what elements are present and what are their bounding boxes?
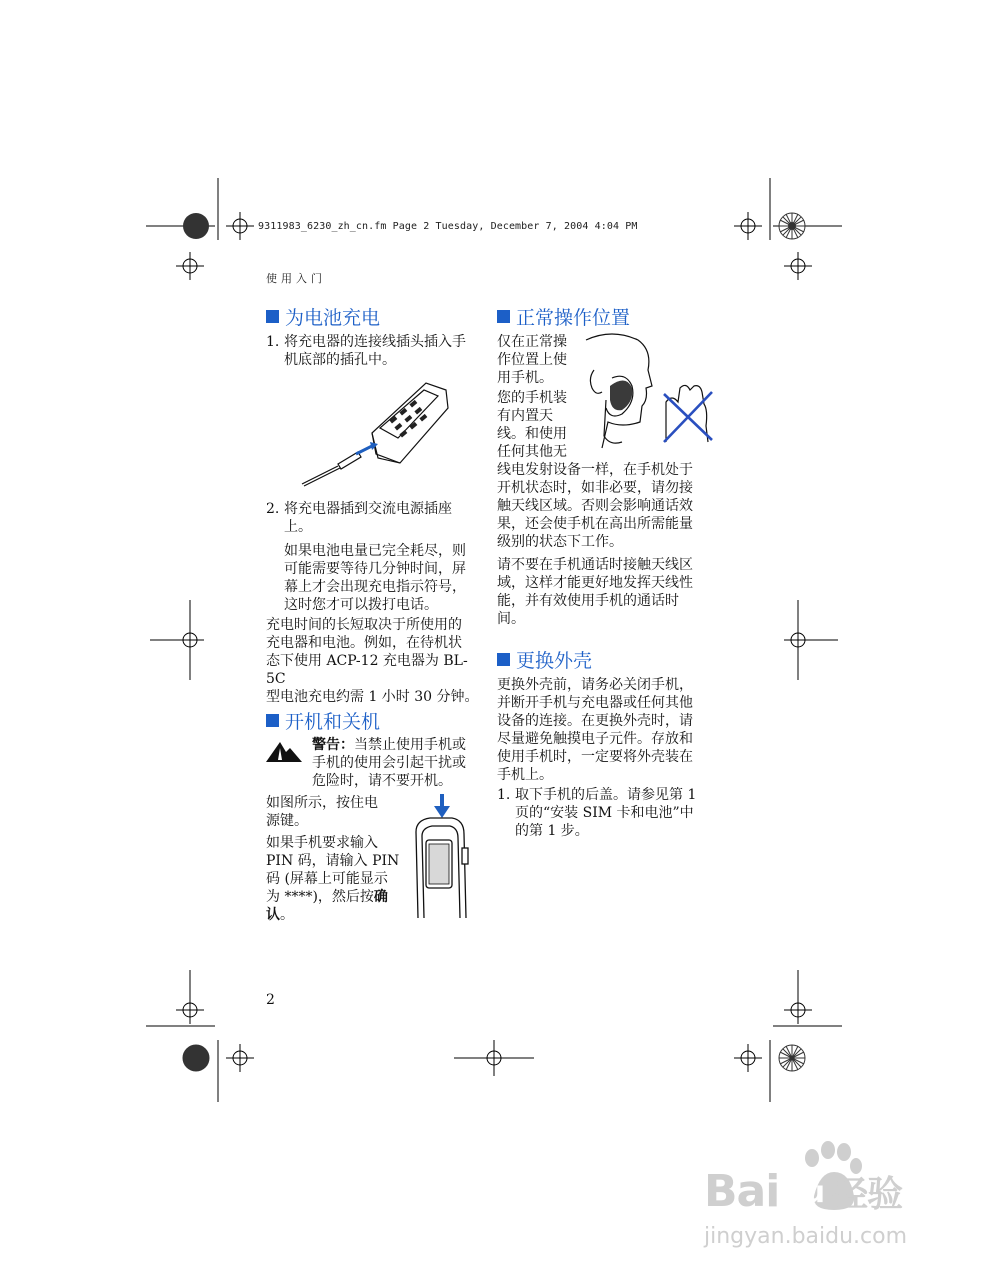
heading-text: 为电池充电 bbox=[285, 307, 381, 329]
page-number: 2 bbox=[266, 992, 275, 1008]
cover-body bbox=[497, 676, 717, 784]
text-line: 充电器和电池。例如，在待机状 bbox=[266, 635, 462, 651]
text-line: 用手机。 bbox=[497, 370, 553, 386]
normal-position-text bbox=[497, 333, 587, 387]
pin-instruction bbox=[266, 834, 406, 924]
section-heading-normal-position bbox=[497, 303, 630, 330]
confirm-key-label-end: 认 bbox=[266, 907, 280, 923]
text-line: 请不要在手机通话时接触天线区 bbox=[497, 557, 693, 573]
heading-text: 正常操作位置 bbox=[516, 307, 631, 329]
charge-note bbox=[284, 542, 484, 614]
text-line: 级别的状态下工作。 bbox=[497, 534, 623, 550]
charge-step-1 bbox=[266, 333, 484, 369]
warning-text: 当禁止使用手机或 bbox=[354, 737, 466, 753]
text-line: 如果手机要求输入 bbox=[266, 835, 378, 851]
warning-icon bbox=[264, 738, 304, 764]
baidu-jingyan-watermark bbox=[704, 1136, 944, 1256]
text-line: 幕上才会出现充电指示符号， bbox=[284, 579, 466, 595]
pin-line-end: 。 bbox=[280, 907, 294, 923]
text-line: 型电池充电约需 1 小时 30 分钟。 bbox=[266, 689, 479, 705]
cover-step-1 bbox=[497, 786, 720, 840]
file-info-header: 9311983_6230_zh_cn.fm Page 2 Tuesday, December 7, 2004 4:04 PM bbox=[258, 221, 638, 232]
text-line: 开机状态时，如非必要，请勿接 bbox=[497, 480, 693, 496]
text-line: 任何其他无 bbox=[497, 444, 567, 460]
text-line: 更换外壳前，请务必关闭手机， bbox=[497, 677, 693, 693]
text-line: 手机的使用会引起干扰或 bbox=[312, 755, 466, 771]
pin-line-text: 为 ****)，然后按 bbox=[266, 889, 374, 905]
text-line bbox=[266, 906, 406, 924]
text-line: 取下手机的后盖。请参见第 1 bbox=[515, 787, 697, 803]
text-line: 触天线区域。否则会影响通话效 bbox=[497, 498, 693, 514]
text-line bbox=[312, 736, 492, 754]
text-line: 将充电器的连接线插头插入手 bbox=[284, 334, 466, 350]
text-line: 线电发射设备一样，在手机处于 bbox=[497, 462, 693, 478]
text-line: 页的“安装 SIM 卡和电池”中 bbox=[515, 805, 694, 821]
text-line: 的第 1 步。 bbox=[515, 823, 589, 839]
step-number: 2. bbox=[266, 501, 280, 517]
heading-square-icon bbox=[497, 310, 510, 323]
antenna-advice bbox=[497, 556, 717, 628]
antenna-text-short bbox=[497, 389, 587, 461]
text-line: 作位置上使 bbox=[497, 352, 567, 368]
text-line: 仅在正常操 bbox=[497, 334, 567, 350]
text-line bbox=[266, 888, 406, 906]
power-key-phone-illustration bbox=[404, 790, 476, 920]
antenna-text bbox=[497, 461, 717, 551]
charger-connection-illustration bbox=[300, 378, 450, 488]
text-line: 间。 bbox=[497, 611, 525, 627]
step-number: 1. bbox=[497, 787, 511, 803]
step-number: 1. bbox=[266, 334, 280, 350]
text-line: 危险时，请不要开机。 bbox=[312, 773, 452, 789]
warning-label: 警告： bbox=[312, 737, 354, 753]
heading-square-icon bbox=[497, 653, 510, 666]
text-line: 如果电池电量已完全耗尽，则 bbox=[284, 543, 466, 559]
heading-text: 开机和关机 bbox=[285, 711, 381, 733]
text-line: 有内置天 bbox=[497, 408, 553, 424]
text-line: 这时您才可以拨打电话。 bbox=[284, 597, 438, 613]
section-heading-change-cover bbox=[497, 646, 592, 673]
heading-square-icon bbox=[266, 310, 279, 323]
text-line: 果，还会使手机在高出所需能量 bbox=[497, 516, 693, 532]
heading-text: 更换外壳 bbox=[516, 650, 593, 672]
text-line: 上。 bbox=[284, 519, 312, 535]
text-line: 码 (屏幕上可能显示 bbox=[266, 871, 388, 887]
watermark-brand-left: Bai bbox=[704, 1166, 780, 1217]
watermark-brand-paw: du bbox=[783, 1175, 825, 1210]
text-line: 尽量避免触摸电子元件。存放和 bbox=[497, 731, 693, 747]
text-line: 使用手机时，一定要将外壳装在 bbox=[497, 749, 693, 765]
running-head: 使用入门 bbox=[266, 272, 326, 285]
confirm-key-label: 确 bbox=[373, 889, 388, 905]
text-line: 源键。 bbox=[266, 813, 308, 829]
phone-position-illustration bbox=[582, 330, 718, 450]
charge-time-info bbox=[266, 616, 486, 706]
text-line: 如图所示，按住电 bbox=[266, 795, 378, 811]
text-line: 手机上。 bbox=[497, 767, 553, 783]
heading-square-icon bbox=[266, 714, 279, 727]
text-line: PIN 码，请输入 PIN bbox=[266, 853, 400, 869]
text-line: 线。和使用 bbox=[497, 426, 567, 442]
text-line: 态下使用 ACP-12 充电器为 BL-5C bbox=[266, 653, 468, 687]
power-key-instruction bbox=[266, 794, 406, 830]
text-line: 机底部的插孔中。 bbox=[284, 352, 396, 368]
text-line: 充电时间的长短取决于所使用的 bbox=[266, 617, 462, 633]
text-line: 您的手机装 bbox=[497, 390, 567, 406]
power-warning bbox=[312, 736, 492, 790]
text-line: 将充电器插到交流电源插座 bbox=[284, 501, 452, 517]
text-line: 域，这样才能更好地发挥天线性 bbox=[497, 575, 693, 591]
section-heading-charge-battery bbox=[266, 303, 380, 330]
watermark-url: jingyan.baidu.com bbox=[704, 1224, 908, 1249]
text-line: 并断开手机与充电器或任何其他 bbox=[497, 695, 693, 711]
charge-step-2 bbox=[266, 500, 484, 536]
text-line: 可能需要等待几分钟时间，屏 bbox=[284, 561, 466, 577]
watermark-brand-right: 经验 bbox=[832, 1174, 903, 1215]
text-line: 能，并有效使用手机的通话时 bbox=[497, 593, 679, 609]
text-line: 设备的连接。在更换外壳时，请 bbox=[497, 713, 693, 729]
watermark-brand bbox=[704, 1166, 902, 1217]
section-heading-power-on-off bbox=[266, 707, 380, 734]
